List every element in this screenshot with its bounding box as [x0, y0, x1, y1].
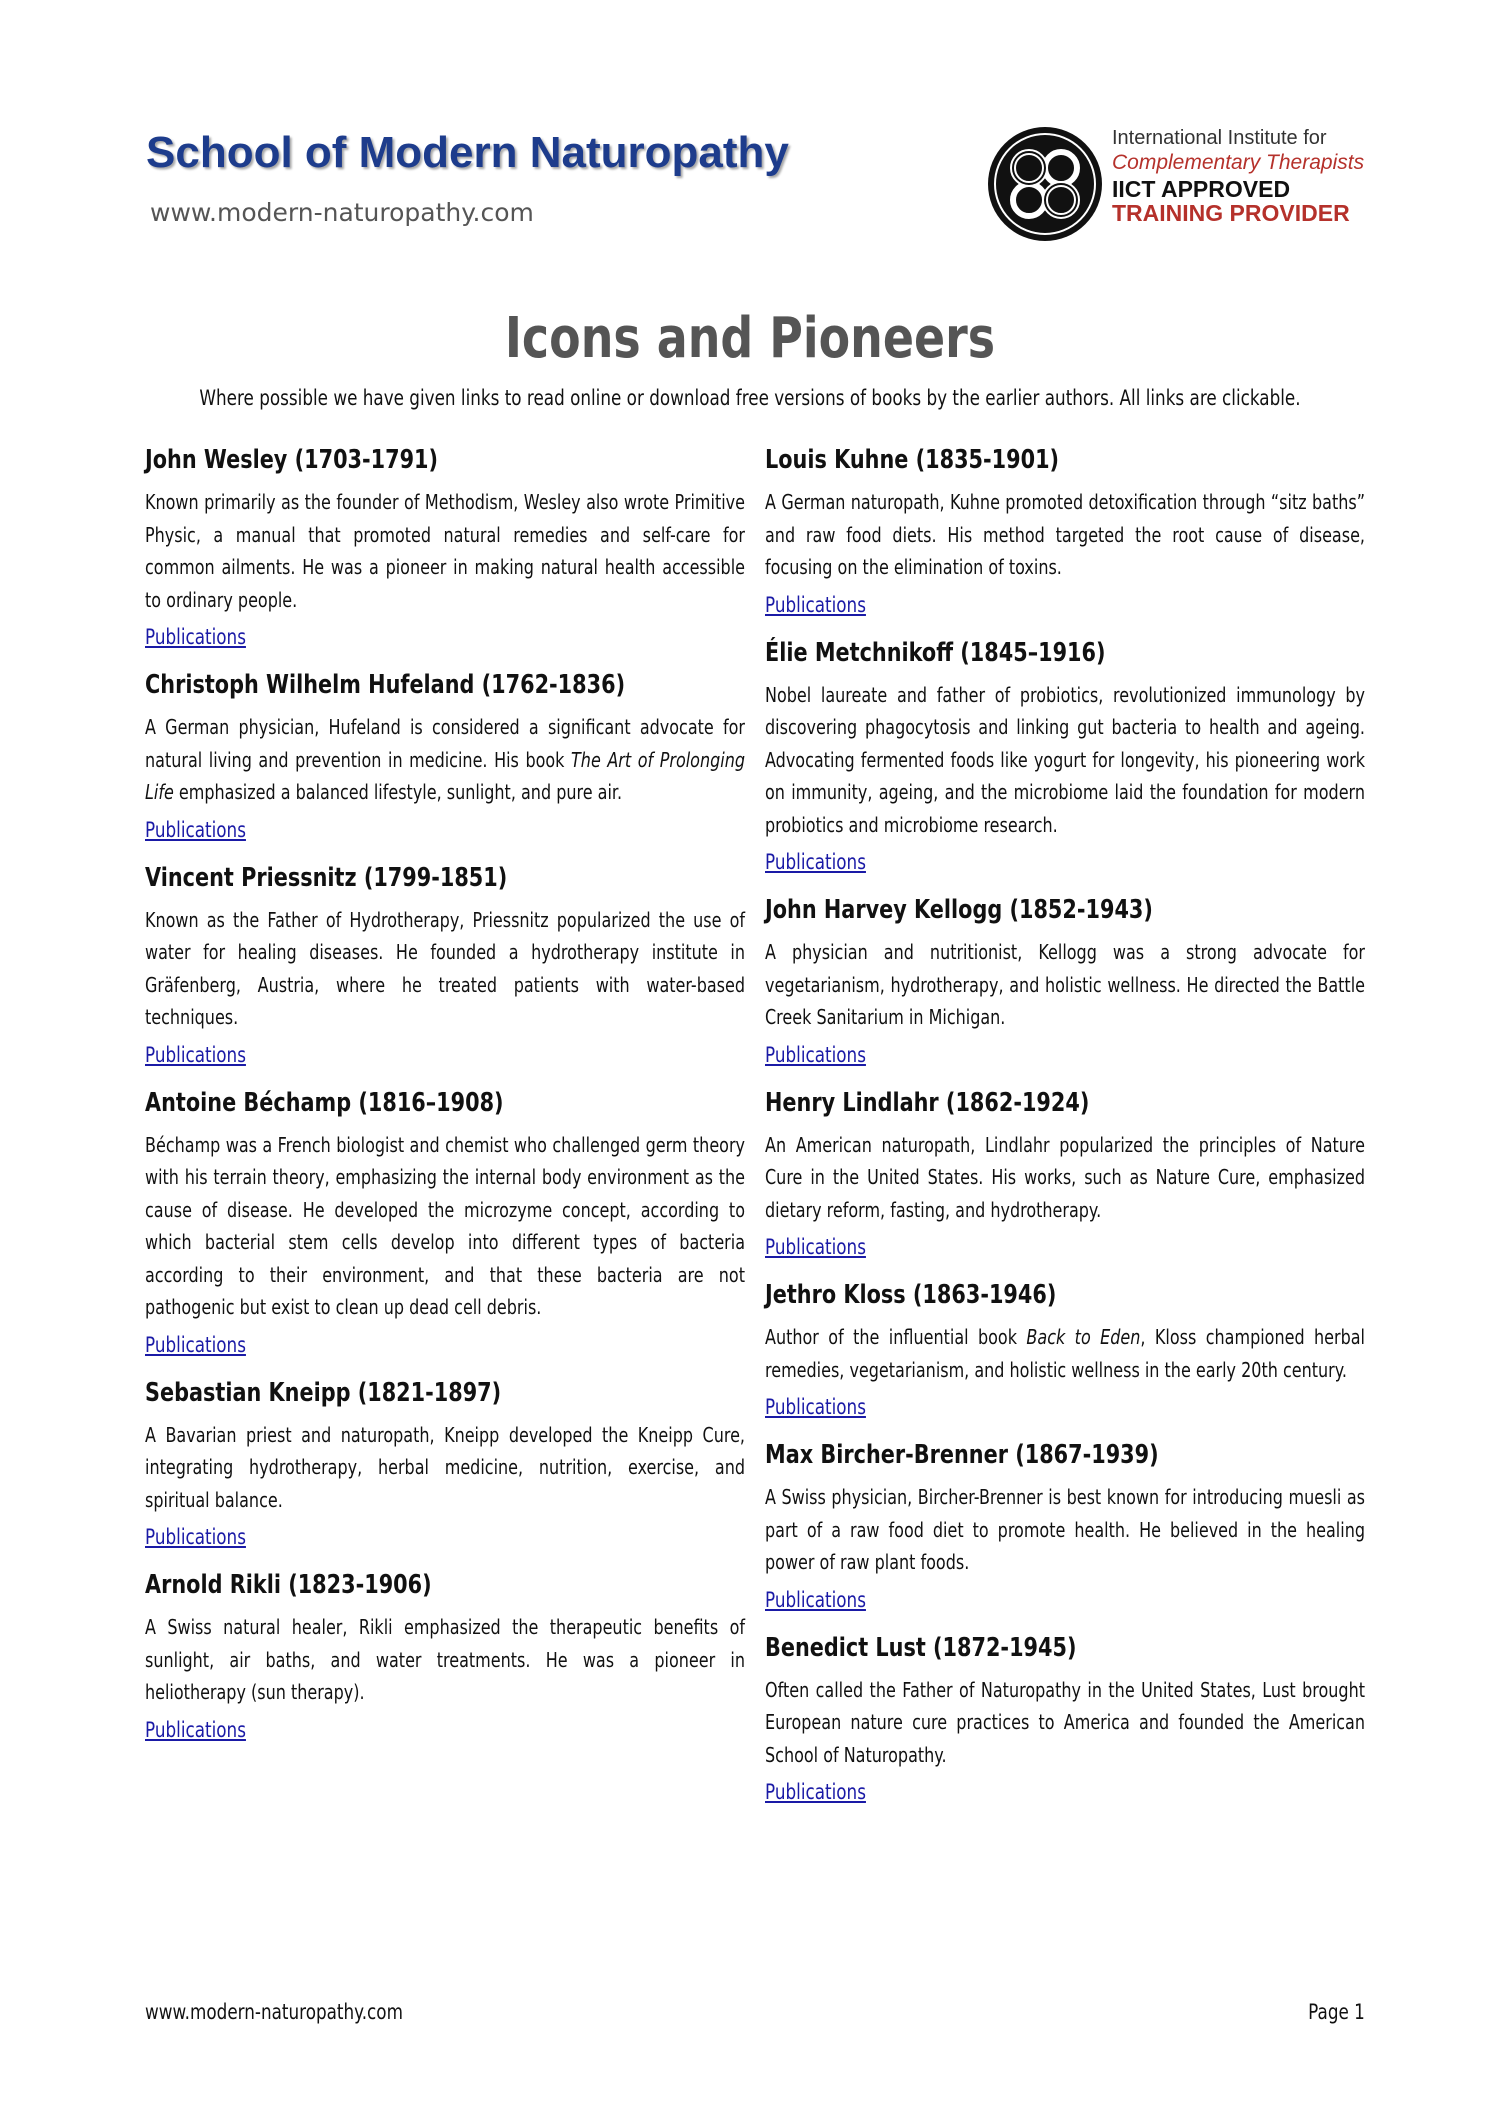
pioneer-name: Henry Lindlahr (1862-1924)	[765, 1087, 1090, 1118]
publications-link[interactable]: Publications	[765, 1395, 866, 1419]
pioneer-name: Max Bircher-Brenner (1867-1939)	[765, 1440, 1159, 1470]
publications-link[interactable]: Publications	[765, 1235, 866, 1259]
pioneer-entry	[765, 1275, 1365, 1421]
pioneer-description: A physician and nutritionist, Kellogg was a strong advocate for vegetarianism, hydrotherapy, and holistic wellness. He directed the Battle Creek Sanitarium in Michigan.	[765, 940, 1365, 1029]
pioneer-description: Nobel laureate and father of probiotics, revolutionized immunology by discovering phagocytosis and linking gut bacteria to health and ageing. Advocating fermented foods like yogurt for longevity, his pioneering work on immunity, ageing, and the microbiome laid the foundation for modern probiotics and microbiome research.	[765, 682, 1365, 837]
pioneer-entry	[145, 1565, 745, 1744]
pioneer-name: Jethro Kloss (1863-1946)	[765, 1280, 1057, 1310]
publications-link[interactable]: Publications	[145, 1042, 246, 1067]
intro-text: Where possible we have given links to read online or download free versions of books by the earlier authors. All links are clickable.	[199, 386, 1301, 410]
left-column	[145, 440, 745, 1758]
pioneer-entry	[145, 1373, 745, 1552]
pioneer-entry	[765, 1083, 1365, 1262]
publications-link[interactable]: Publications	[145, 625, 246, 649]
publications-link[interactable]: Publications	[765, 592, 866, 617]
pioneer-description: Known as the Father of Hydrotherapy, Priessnitz popularized the use of water for healing diseases. He founded a hydrotherapy institute in Gräfenberg, Austria, where he treated patients with water-based techniques.	[145, 907, 745, 1029]
pioneer-name: Benedict Lust (1872-1945)	[765, 1632, 1077, 1663]
pioneer-name: John Wesley (1703-1791)	[145, 445, 439, 475]
publications-link[interactable]: Publications	[765, 1587, 866, 1612]
pioneer-name: Vincent Priessnitz (1799-1851)	[145, 862, 508, 893]
page-number: Page 1	[1308, 2000, 1365, 2024]
pioneer-description: A Swiss physician, Bircher-Brenner is best known for introducing muesli as part of a raw food diet to promote health. He believed in the healing power of raw plant foods.	[765, 1485, 1365, 1574]
pioneer-entry	[765, 440, 1365, 619]
pioneer-name: Christoph Wilhelm Hufeland (1762-1836)	[145, 670, 626, 700]
pioneer-description: A German naturopath, Kuhne promoted detoxification through “sitz baths” and raw food diets. His method targeted the root cause of disease, focusing on the elimination of toxins.	[765, 490, 1365, 579]
header-url[interactable]: www.modern-naturopathy.com	[150, 198, 534, 227]
iict-line-3: IICT APPROVED	[1112, 176, 1291, 203]
publications-link[interactable]: Publications	[145, 1525, 246, 1549]
publications-link[interactable]: Publications	[145, 1332, 246, 1357]
school-name: School of Modern Naturopathy	[146, 128, 789, 177]
pioneer-name: Élie Metchnikoff (1845–1916)	[765, 637, 1106, 668]
book-title: Back to Eden	[1026, 1325, 1141, 1349]
pioneer-name: Antoine Béchamp (1816–1908)	[145, 1087, 504, 1118]
iict-logo-text	[1112, 128, 1364, 225]
pioneer-description: Often called the Father of Naturopathy in the United States, Lust brought European nature cure practices to America and founded the American School of Naturopathy.	[765, 1677, 1365, 1767]
pioneer-entry	[765, 1435, 1365, 1614]
publications-link[interactable]: Publications	[765, 1042, 866, 1067]
pioneer-description: A German physician, Hufeland is considered a significant advocate for natural living and prevention in medicine. His book The Art of Prolonging Life emphasized a balanced lifestyle, sunlight, and pure air.	[145, 715, 746, 804]
pioneer-entry	[765, 633, 1365, 877]
publications-link[interactable]: Publications	[145, 817, 246, 842]
page-title: Icons and Pioneers	[504, 306, 996, 371]
right-column	[765, 440, 1365, 1820]
iict-line-1: International Institute for	[1112, 127, 1327, 149]
pioneer-entry	[765, 1628, 1365, 1807]
iict-emblem-icon	[985, 124, 1105, 244]
pioneer-description: Author of the influential book Back to Eden, Kloss championed herbal remedies, vegetarianism, and holistic wellness in the early 20th century.	[765, 1325, 1365, 1382]
publications-link[interactable]: Publications	[145, 1717, 246, 1742]
pioneer-description: Béchamp was a French biologist and chemist who challenged germ theory with his terrain theory, emphasizing the internal body environment as the cause of disease. He developed the microzyme concept, according to which bacterial stem cells develop into different types of bacteria according to their environment, and that these bacteria are not pathogenic but exist to clean up dead cell debris.	[145, 1132, 745, 1319]
footer-url[interactable]: www.modern-naturopathy.com	[145, 2000, 403, 2024]
pioneer-entry	[145, 440, 745, 651]
pioneer-name: Louis Kuhne (1835-1901)	[765, 445, 1060, 475]
pioneer-entry	[145, 1083, 745, 1359]
pioneer-description: Known primarily as the founder of Methodism, Wesley also wrote Primitive Physic, a manual that promoted natural remedies and self-care for common ailments. He was a pioneer in making natural health accessible to ordinary people.	[145, 490, 745, 612]
pioneer-description: A Bavarian priest and naturopath, Kneipp developed the Kneipp Cure, integrating hydrotherapy, herbal medicine, nutrition, exercise, and spiritual balance.	[145, 1422, 745, 1512]
publications-link[interactable]: Publications	[765, 1780, 866, 1804]
pioneer-entry	[145, 858, 745, 1069]
iict-line-4: TRAINING PROVIDER	[1112, 200, 1350, 227]
pioneer-description: A Swiss natural healer, Rikli emphasized the therapeutic benefits of sunlight, air baths, and water treatments. He was a pioneer in heliotherapy (sun therapy).	[145, 1615, 745, 1704]
pioneer-entry	[765, 890, 1365, 1069]
iict-line-2: Complementary Therapists	[1112, 151, 1365, 174]
book-title: The Art of Prolonging Life	[145, 747, 746, 804]
pioneer-name: Sebastian Kneipp (1821-1897)	[145, 1377, 502, 1408]
pioneer-name: Arnold Rikli (1823-1906)	[145, 1570, 432, 1600]
pioneer-description: An American naturopath, Lindlahr popularized the principles of Nature Cure in the United States. His works, such as Nature Cure, emphasized dietary reform, fasting, and hydrotherapy.	[765, 1132, 1365, 1222]
publications-link[interactable]: Publications	[765, 850, 866, 874]
pioneer-name: John Harvey Kellogg (1852-1943)	[765, 895, 1153, 925]
pioneer-entry	[145, 665, 745, 844]
